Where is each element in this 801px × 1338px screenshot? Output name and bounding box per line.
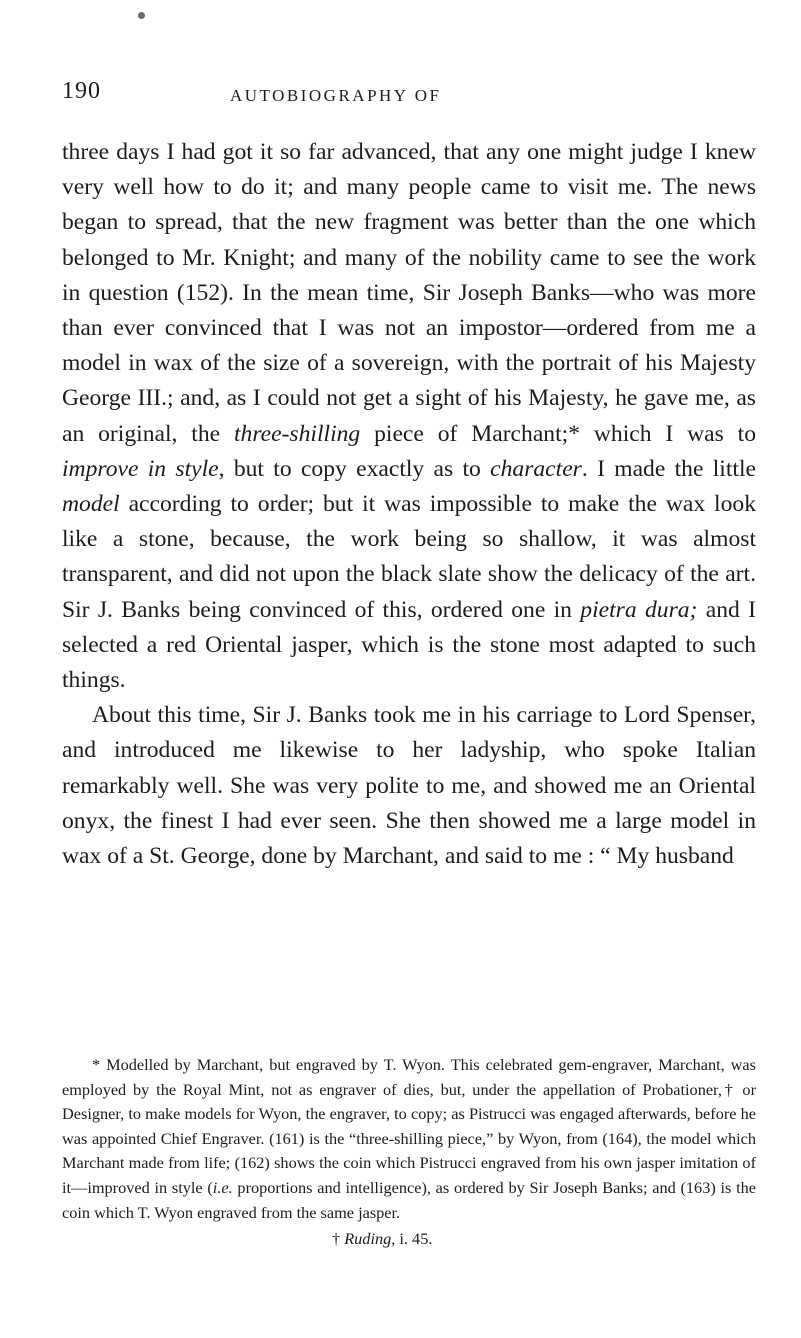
paragraph-2: About this time, Sir J. Banks took me in his carriage to Lord Spenser, and introduced me likewise to her ladyship, who spoke Italian remarkably well. She was very polite to me, and showed me an Oriental onyx, the finest I had ever seen. She then showed me a large model in wax of a St. George, done by Marchant, and said to me : “ My husband bbox=[62, 702, 756, 870]
footnote-2 bbox=[62, 1227, 756, 1252]
emphasis: three-shilling bbox=[233, 420, 361, 447]
emphasis: i.e. bbox=[212, 1177, 233, 1197]
dagger-mark: † bbox=[332, 1229, 345, 1249]
ink-speck bbox=[138, 12, 145, 19]
text-run: according to order; but it was impossible to make the wax look like a stone, because, the work being so shallow, it was almost transparent, and did not upon the black slate show the delicacy of the art. Sir J. Banks being convinced of this, ordered one in bbox=[62, 491, 756, 623]
text-run: piece of Marchant;* which I was to bbox=[360, 420, 756, 447]
emphasis: improve in style bbox=[62, 455, 219, 482]
emphasis: pietra dura; bbox=[580, 596, 698, 623]
text-run: proportions and intelligence), as ordered by Sir Joseph Banks; and (163) is the coin which T. Wyon engraved from the same jasper. bbox=[62, 1177, 756, 1222]
footnote-1 bbox=[62, 1053, 756, 1225]
emphasis: Ruding bbox=[344, 1229, 392, 1249]
paragraph-1 bbox=[62, 135, 756, 698]
text-run: , i. 45. bbox=[391, 1229, 433, 1249]
running-title: AUTOBIOGRAPHY OF bbox=[230, 86, 442, 105]
emphasis: character bbox=[490, 455, 582, 482]
main-text bbox=[62, 135, 756, 874]
text-run: , but to copy exactly as to bbox=[218, 455, 491, 482]
emphasis: model bbox=[62, 491, 120, 518]
text-run: * Modelled by Marchant, but engraved by T. Wyon. This celebrated gem-engraver, Marchant, was employed by the Royal Mint, not as engraver of dies, but, under the appellation of Probationer,† or Designer, to make models for Wyon, the engraver, to copy; as Pistrucci was engaged afterwards, before he was appointed Chief Engraver. (161) is the “three-shilling piece,” by Wyon, from (164), the model which Marchant made from life; (162) shows the coin which Pistrucci engraved from his own jasper imitation of it—improved in style ( bbox=[62, 1055, 756, 1197]
text-run: three days I had got it so far advanced, that any one might judge I knew very well how to do it; and many people came to visit me. The news began to spread, that the new fragment was better than the one which belonged to Mr. Knight; and many of the nobility came to see the work in question (152). In the mean time, Sir Joseph Banks—who was more than ever convinced that I was not an impostor—ordered from me a model in wax of the size of a sovereign, with the portrait of his Majesty George III.; and, as I could not get a sight of his Majesty, he gave me, as an original, the bbox=[62, 139, 756, 447]
footnotes bbox=[62, 1053, 756, 1252]
text-run: . I made the little bbox=[581, 455, 756, 482]
text-run: and I selected a red Oriental jasper, which is the stone most adapted to such things. bbox=[62, 596, 756, 694]
page-number: 190 bbox=[62, 78, 101, 104]
